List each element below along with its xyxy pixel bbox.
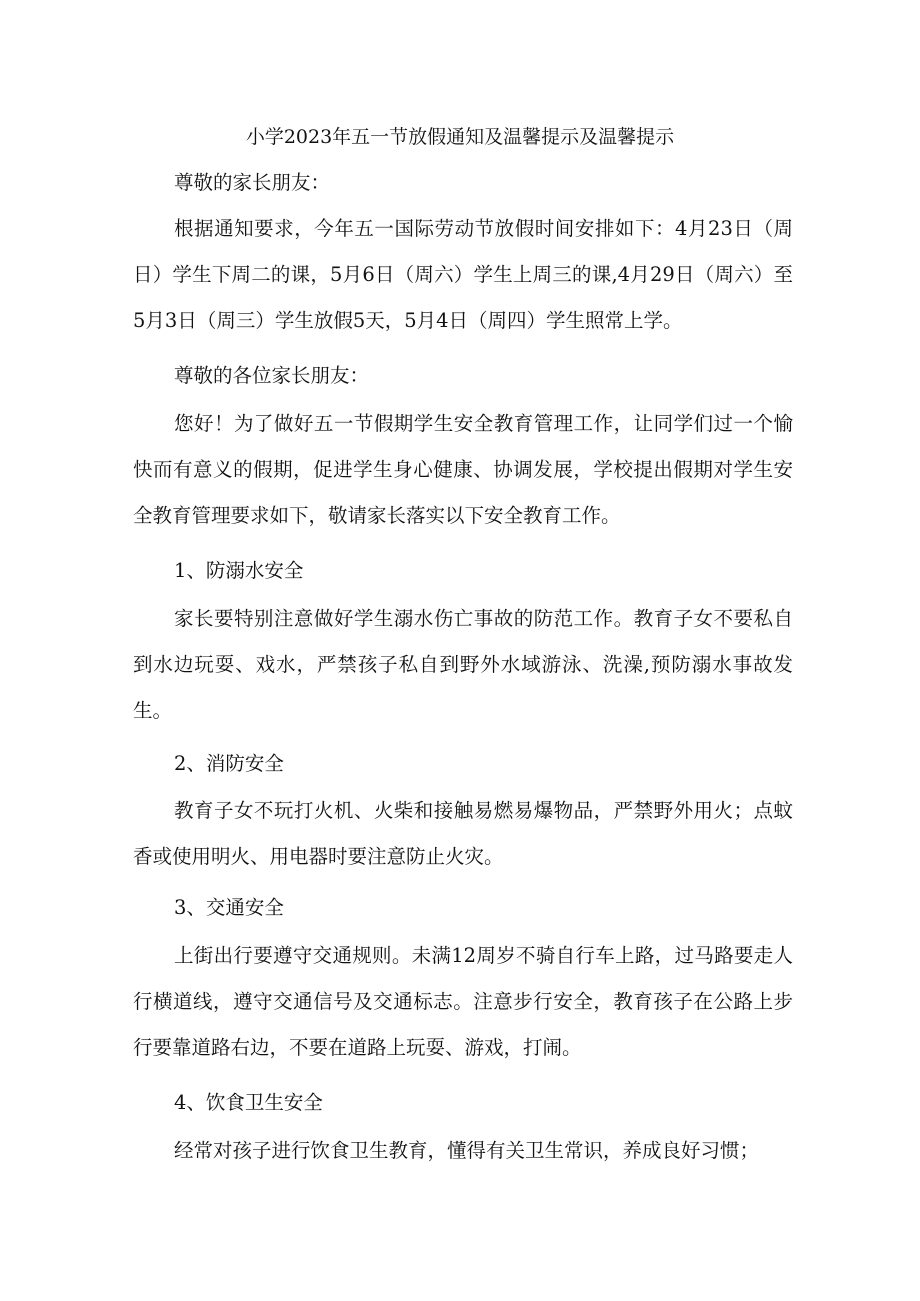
section-heading-food: 4、饮食卫生安全 (174, 1091, 323, 1114)
section-body-fire: 教育子女不玩打火机、火柴和接触易燃易爆物品，严禁野外用火；点蚊香或使用明火、用电器时要注意防止火灾。 (133, 799, 793, 868)
greeting-all-parents: 尊敬的各位家长朋友： (174, 364, 370, 387)
section-heading-fire: 2、消防安全 (174, 752, 284, 775)
intro-paragraph: 您好！为了做好五一节假期学生安全教育管理工作，让同学们过一个愉快而有意义的假期，促进学生身心健康、协调发展，学校提出假期对学生安全教育管理要求如下，敬请家长落实以下安全教育工作。 (133, 412, 793, 527)
holiday-arrangement-paragraph: 根据通知要求，今年五一国际劳动节放假时间安排如下：4月23日（周日）学生下周二的课，5月6日（周六）学生上周三的课,4月29日（周六）至5月3日（周三）学生放假5天，5月4日（周四）学生照常上学。 (133, 217, 793, 332)
section-body-food: 经常对孩子进行饮食卫生教育，懂得有关卫生常识，养成良好习惯； (174, 1139, 760, 1162)
section-heading-drowning: 1、防溺水安全 (174, 559, 304, 582)
section-heading-traffic: 3、交通安全 (174, 896, 284, 919)
document-title: 小学2023年五一节放假通知及温馨提示及温馨提示 (245, 126, 675, 148)
section-body-drowning: 家长要特别注意做好学生溺水伤亡事故的防范工作。教育子女不要私自到水边玩耍、戏水，严禁孩子私自到野外水域游泳、洗澡,预防溺水事故发生。 (133, 607, 793, 722)
greeting-parents: 尊敬的家长朋友： (174, 171, 331, 194)
section-body-traffic: 上街出行要遵守交通规则。未满12周岁不骑自行车上路，过马路要走人行横道线，遵守交通信号及交通标志。注意步行安全，教育孩子在公路上步行要靠道路右边，不要在道路上玩耍、游戏，打闹。 (133, 944, 793, 1059)
